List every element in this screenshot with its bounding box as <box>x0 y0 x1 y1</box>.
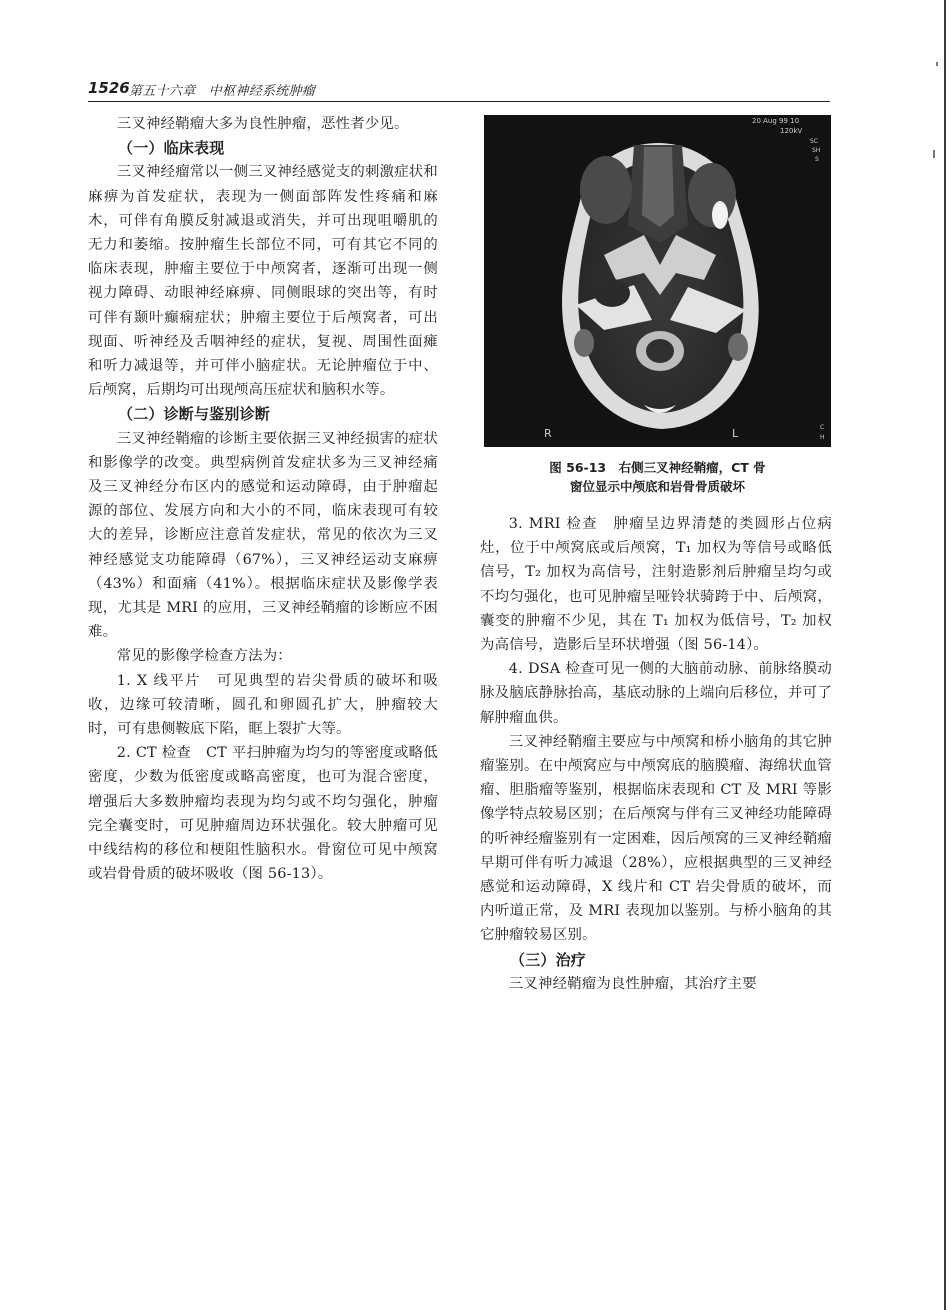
xray-paragraph: 1. X 线平片 可见典型的岩尖骨质的破坏和吸收，边缘可较清晰，圆孔和卵圆孔扩大，肿瘤较大时，可有患侧鞍底下陷，眶上裂扩大等。 <box>88 672 438 738</box>
chapter-title: 第五十六章 中枢神经系统肿瘤 <box>129 84 316 99</box>
section-heading-diagnosis: （二）诊断与鉴别诊断 <box>118 405 271 424</box>
scan-overlay-date: 20 Aug 99 10 <box>752 117 800 125</box>
treatment-paragraph: 三叉神经鞘瘤为良性肿瘤，其治疗主要 <box>508 975 757 992</box>
diagnosis-paragraph: 三叉神经鞘瘤的诊断主要依据三叉神经损害的症状和影像学的改变。典型病例首发症状多为三叉神经痛及三叉神经分布区内的感觉和运动障碍，由于肿瘤起源的部位、发展方向和大小的不同，临床表现可有较大的差异，诊断应注意首发症状，常见的依次为三叉神经感觉支功能障碍（67%），三叉神经运动支麻痹（43%）和面痛（41%）。根据临床症状及影像学表现，尤其是 MRI 的应用，三叉神经鞘瘤的诊断应不困难。 <box>88 430 438 641</box>
clinical-paragraph: 三叉神经瘤常以一侧三叉神经感觉支的刺激症状和麻痹为首发症状，表现为一侧面部阵发性疼痛和麻木，可伴有角膜反射减退或消失，并可出现咀嚼肌的无力和萎缩。按肿瘤生长部位不同，可有其它不同的临床表现，肿瘤主要位于中颅窝者，逐渐可出现一侧视力障碍、动眼神经麻痹、同侧眼球的突出等，有时可伴有颞叶癫痫症状；肿瘤主要位于后颅窝者，可出现面、听神经及舌咽神经的症状，复视、周围性面瘫和听力减退等，并可伴小脑症状。无论肿瘤位于中、后颅窝，后期均可出现颅高压症状和脑积水等。 <box>88 164 438 399</box>
scan-overlay-sc: SC <box>810 138 818 145</box>
figure-caption-line2: 窗位显示中颅底和岩骨骨质破坏 <box>569 479 745 494</box>
imaging-methods-paragraph: 常见的影像学检查方法为： <box>116 648 292 665</box>
ct-scan-image <box>484 115 831 447</box>
scan-label-c: C <box>820 424 825 431</box>
right-column <box>480 512 832 996</box>
page-edge <box>944 0 946 1310</box>
section-heading-treatment: （三）治疗 <box>510 950 587 969</box>
scan-speck <box>936 62 938 66</box>
differential-paragraph: 三叉神经鞘瘤主要应与中颅窝和桥小脑角的其它肿瘤鉴别。在中颅窝应与中颅窝底的脑膜瘤、海绵状血管瘤、胆脂瘤等鉴别，根据临床表现和 CT 及 MRI 等影像学特点较易区别；在后颅窝与伴有三叉神经功能障碍的听神经瘤鉴别有一定困难，因后颅窝的三叉神经鞘瘤早期可伴有听力减退（28%），应根据典型的三叉神经感觉和运动障碍，X 线片和 CT 岩尖骨质的破坏，而内听道正常，及 MRI 表现加以鉴别。与桥小脑角的其它肿瘤较易区别。 <box>480 733 832 944</box>
figure-caption <box>484 458 831 496</box>
scan-overlay-kv: 120kV <box>780 127 803 135</box>
dsa-paragraph: 4. DSA 检查可见一侧的大脑前动脉、前脉络膜动脉及脑底静脉抬高，基底动脉的上端向后移位，并可了解肿瘤血供。 <box>480 661 832 726</box>
figure-caption-line1: 图 56-13 右侧三叉神经鞘瘤，CT 骨 <box>549 460 766 475</box>
scan-label-r: R <box>544 427 552 440</box>
page-number: 1526 <box>88 79 130 97</box>
ct-paragraph: 2. CT 检查 CT 平扫肿瘤为均匀的等密度或略低密度，少数为低密度或略高密度，也可为混合密度，增强后大多数肿瘤均表现为均匀或不均匀强化，肿瘤完全囊变时，可见肿瘤周边环状强化。较大肿瘤可见中线结构的移位和梗阻性脑积水。骨窗位可见中颅窝或岩骨骨质的破坏吸收（图 56-13）。 <box>88 745 438 883</box>
running-header <box>88 79 830 102</box>
scan-speck <box>933 150 935 158</box>
scan-overlay-s: S <box>815 156 819 163</box>
scan-overlay-sh: SH <box>812 147 821 154</box>
left-column <box>88 112 438 887</box>
scan-label-h: H <box>820 434 825 441</box>
section-heading-clinical: （一）临床表现 <box>118 139 225 158</box>
scan-label-l: L <box>732 427 739 440</box>
intro-paragraph: 三叉神经鞘瘤大多为良性肿瘤，恶性者少见。 <box>116 116 409 132</box>
mri-paragraph: 3. MRI 检查 肿瘤呈边界清楚的类圆形占位病灶，位于中颅窝底或后颅窝，T₁ 加权为等信号或略低信号，T₂ 加权为高信号，注射造影剂后肿瘤呈均匀或不均匀强化，也可见肿瘤呈哑铃状骑跨于中、后颅窝，囊变的肿瘤不少见，其在 T₁ 加权为低信号，T₂ 加权为高信号，造影后呈环状增强（图 56-14）。 <box>480 516 832 654</box>
